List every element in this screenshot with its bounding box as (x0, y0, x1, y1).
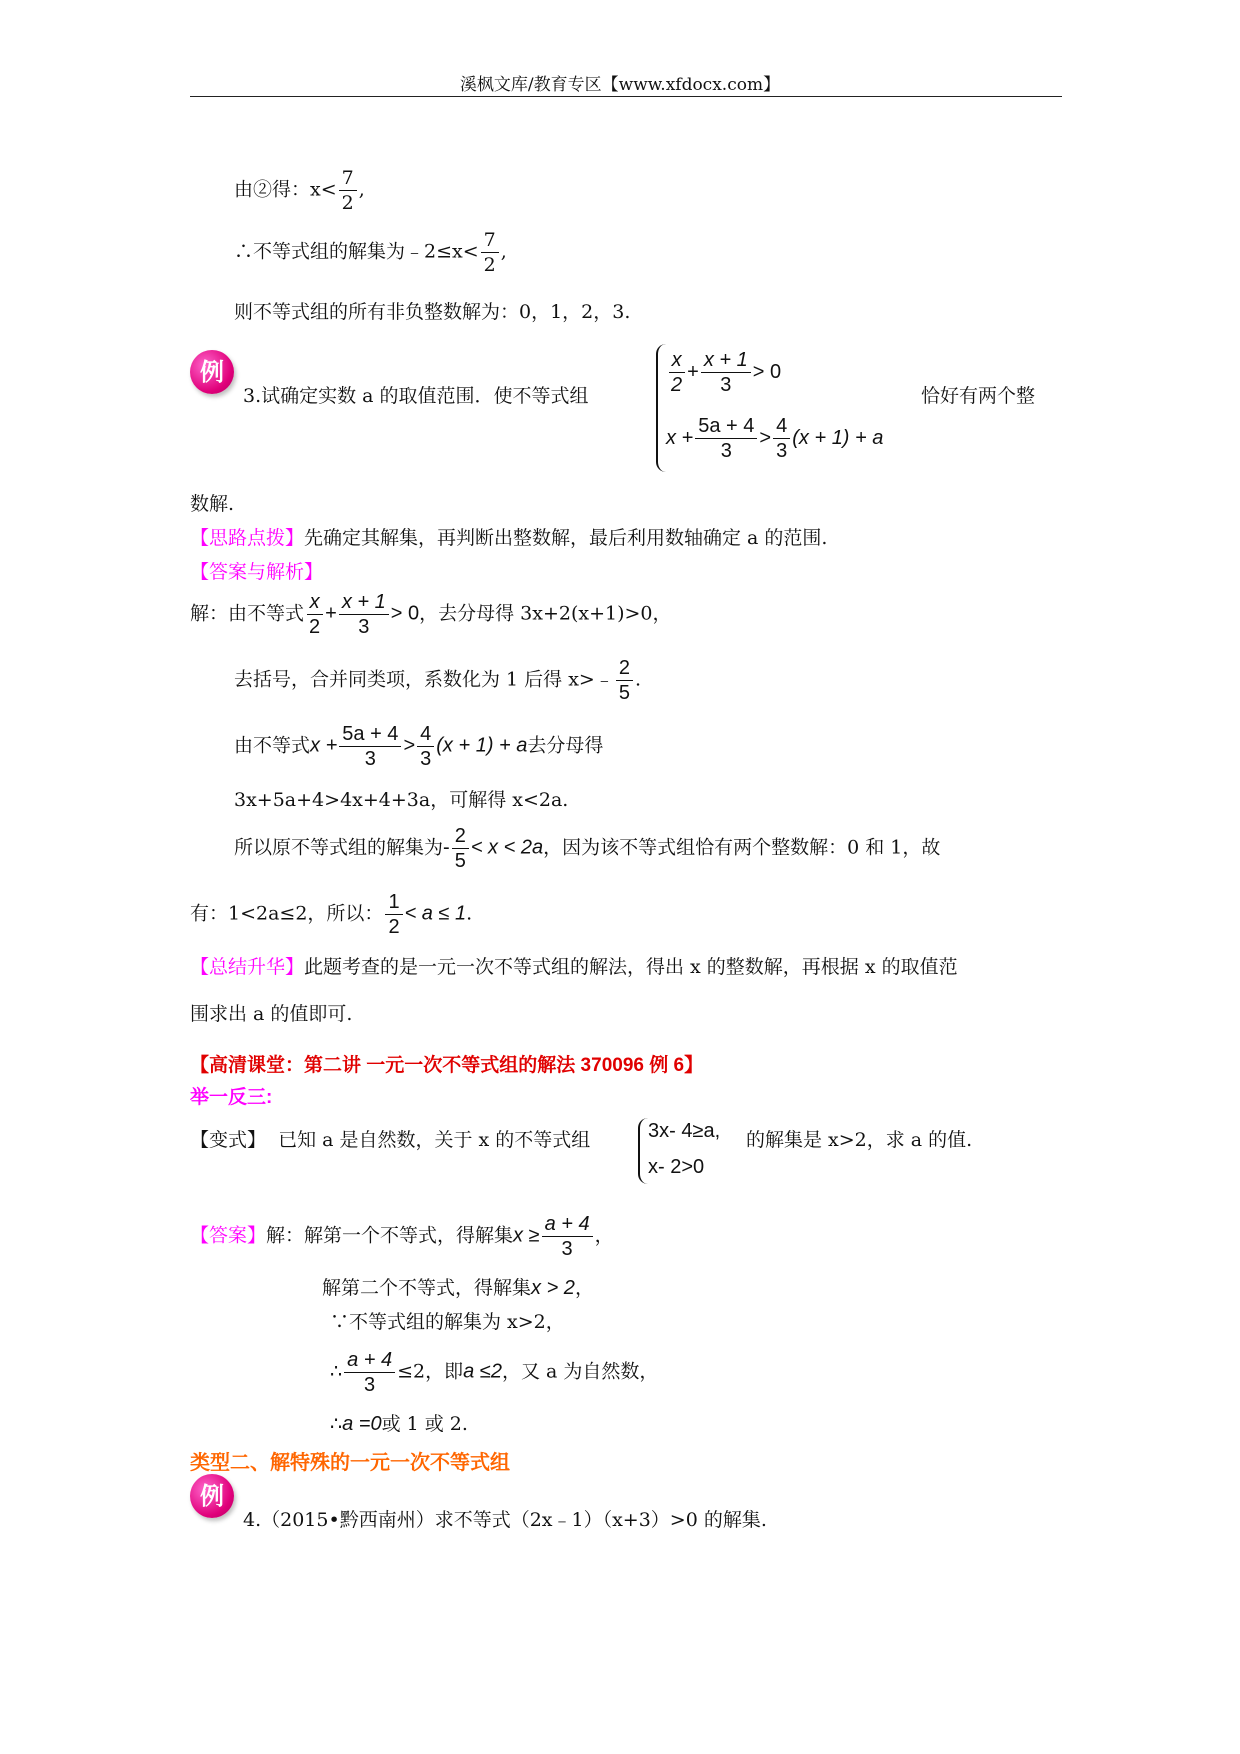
denominator: 5 (454, 850, 466, 872)
line-from-2 (234, 166, 365, 215)
numerator: 2 (452, 824, 469, 849)
hint-label: 【思路点拨】 (190, 527, 305, 549)
numerator: 1 (385, 890, 402, 915)
denominator: 3 (358, 616, 370, 638)
system-row-1 (666, 348, 781, 397)
example-3-prefix: 3.试确定实数 a 的取值范围．使不等式组 (243, 385, 589, 407)
operator: - (443, 836, 450, 859)
operator: > 0 (390, 602, 420, 625)
variant-text: 已知 a 是自然数，关于 x 的不等式组 (278, 1129, 591, 1151)
line-integer-solutions: 则不等式组的所有非负整数解为：0，1，2，3. (234, 301, 631, 323)
line-text: ，又 a 为自然数， (501, 1360, 659, 1383)
fraction (616, 656, 633, 705)
fraction (339, 166, 357, 215)
fraction (668, 348, 685, 397)
hint-text: 先确定其解集，再判断出整数解，最后利用数轴确定 a 的范围. (304, 527, 828, 549)
numerator: 5a + 4 (339, 722, 401, 747)
line-text: 有：1<2a≤2，所以： (190, 902, 384, 925)
expression: a ≤2 (463, 1360, 502, 1383)
line-text: 解：由不等式 (190, 602, 305, 625)
line-text: 由不等式 (234, 734, 311, 757)
expression: < x < 2a (470, 836, 544, 859)
line-text: ∴不等式组的解集为﹣2≤x< (234, 240, 479, 263)
numerator: 2 (616, 656, 633, 681)
line-text: 解第二个不等式，得解集 (322, 1277, 532, 1299)
denominator: 3 (720, 374, 732, 396)
fraction (481, 228, 499, 277)
system-brace (638, 1118, 648, 1184)
variant-row-1: 3x- 4≥a, (648, 1120, 721, 1142)
numerator: x + 1 (701, 348, 751, 373)
denominator: 2 (388, 916, 400, 938)
fraction (452, 824, 469, 873)
expression: x + (666, 426, 694, 449)
fraction (339, 590, 389, 639)
fraction (339, 722, 401, 771)
summary-text: 此题考查的是一元一次不等式组的解法，得出 x 的整数解，再根据 x 的取值范 (304, 956, 958, 978)
operator: + (687, 360, 699, 383)
line-text: , (358, 178, 365, 201)
header-rule (190, 96, 1062, 97)
expression: x > 2 (531, 1277, 575, 1299)
line-text: ≤2，即 (397, 1360, 464, 1383)
line-text: ，因为该不等式组恰有两个整数解：0 和 1，故 (543, 836, 941, 859)
line-text: ∴ (330, 1413, 343, 1435)
denominator: 2 (671, 374, 683, 396)
answer-line-3: ∵不等式组的解集为 x>2， (330, 1311, 565, 1333)
fraction (385, 890, 402, 939)
numerator: x (669, 348, 685, 373)
system-row-2 (666, 414, 883, 463)
denominator: 3 (364, 748, 376, 770)
numerator: 5a + 4 (695, 414, 757, 439)
line-text: ，去分母得 3x+2(x+1)>0， (419, 602, 672, 625)
denominator: 3 (420, 748, 432, 770)
example-badge-icon: 例 (190, 1474, 234, 1518)
solution-line-5 (234, 824, 940, 873)
operator: > (759, 426, 772, 449)
solution-line-2 (234, 656, 641, 705)
numerator: 4 (773, 414, 790, 439)
line-text: 由②得：x< (234, 178, 337, 201)
example-badge-icon: 例 (190, 350, 234, 394)
denominator: 2 (341, 192, 354, 214)
numerator: x (307, 590, 323, 615)
video-link-title[interactable]: 【高清课堂：第二讲 一元一次不等式组的解法 370096 例 6】 (190, 1055, 704, 1076)
fraction (306, 590, 323, 639)
line-solution-set (234, 228, 507, 277)
line-text: 解：解第一个不等式，得解集 (266, 1224, 514, 1247)
line-text: 所以原不等式组的解集为 (234, 836, 444, 859)
fraction (773, 414, 790, 463)
expression: < a ≤ 1 (404, 902, 467, 925)
expression: x ≥ (513, 1224, 540, 1247)
fraction (542, 1212, 593, 1261)
numerator: 7 (339, 166, 357, 191)
line-text: , (500, 240, 507, 263)
summary-label: 【总结升华】 (190, 956, 305, 978)
expression: (x + 1) + a (792, 426, 884, 449)
operator: > 0 (752, 360, 782, 383)
operator: > (403, 734, 416, 757)
line-text: ， (594, 1224, 614, 1247)
numerator: 7 (481, 228, 499, 253)
answer-line-1 (190, 1212, 614, 1261)
answer-line-4 (330, 1348, 658, 1397)
numerator: a + 4 (344, 1348, 395, 1373)
line-text: ， (574, 1277, 594, 1299)
expression: (x + 1) + a (436, 734, 528, 757)
line-text: . (466, 902, 473, 925)
variant-row-2: x- 2>0 (648, 1156, 705, 1178)
example-4: 4.（2015•黔西南州）求不等式（2x﹣1）（x+3）>0 的解集. (243, 1509, 767, 1531)
page-header: 溪枫文库/教育专区【www.xfdocx.com】 (459, 75, 781, 95)
section-heading-type-2: 类型二、解特殊的一元一次不等式组 (190, 1452, 510, 1474)
numerator: x + 1 (339, 590, 389, 615)
denominator: 2 (309, 616, 321, 638)
hint-line (190, 526, 827, 550)
answer-line-5 (330, 1412, 468, 1436)
denominator: 5 (618, 682, 630, 704)
denominator: 2 (483, 254, 496, 276)
example-3-suffix: 恰好有两个整 (921, 385, 1036, 407)
solution-line-6 (190, 890, 472, 939)
fraction (695, 414, 757, 463)
similar-heading: 举一反三: (190, 1087, 273, 1108)
answer-label: 【答案与解析】 (190, 561, 324, 583)
summary-line (190, 955, 958, 979)
summary-cont: 围求出 a 的值即可. (190, 1003, 353, 1025)
fraction (344, 1348, 395, 1397)
expression: a =0 (342, 1413, 382, 1435)
answer-label: 【答案】 (190, 1224, 267, 1247)
variant-label: 【变式】 (190, 1129, 267, 1151)
denominator: 3 (776, 440, 788, 462)
denominator: 3 (561, 1238, 573, 1260)
variant-suffix: 的解集是 x>2，求 a 的值. (746, 1129, 973, 1151)
variant-line (190, 1128, 590, 1152)
line-text: 去括号，合并同类项，系数化为 1 后得 x>﹣ (234, 668, 614, 691)
numerator: 4 (417, 722, 434, 747)
solution-line-3 (234, 722, 603, 771)
expression: x + (310, 734, 338, 757)
line-text: ∴ (330, 1360, 343, 1383)
denominator: 3 (720, 440, 732, 462)
fraction (701, 348, 751, 397)
numerator: a + 4 (542, 1212, 593, 1237)
answer-line-2 (322, 1276, 594, 1300)
example-3-cont: 数解. (190, 493, 235, 515)
line-text: 或 1 或 2. (381, 1413, 468, 1435)
operator: + (325, 602, 337, 625)
line-text: 去分母得 (527, 734, 604, 757)
line-text: . (634, 668, 642, 691)
fraction (417, 722, 434, 771)
solution-line-4: 3x+5a+4>4x+4+3a，可解得 x<2a. (234, 789, 569, 811)
solution-line-1 (190, 590, 672, 639)
denominator: 3 (364, 1374, 376, 1396)
